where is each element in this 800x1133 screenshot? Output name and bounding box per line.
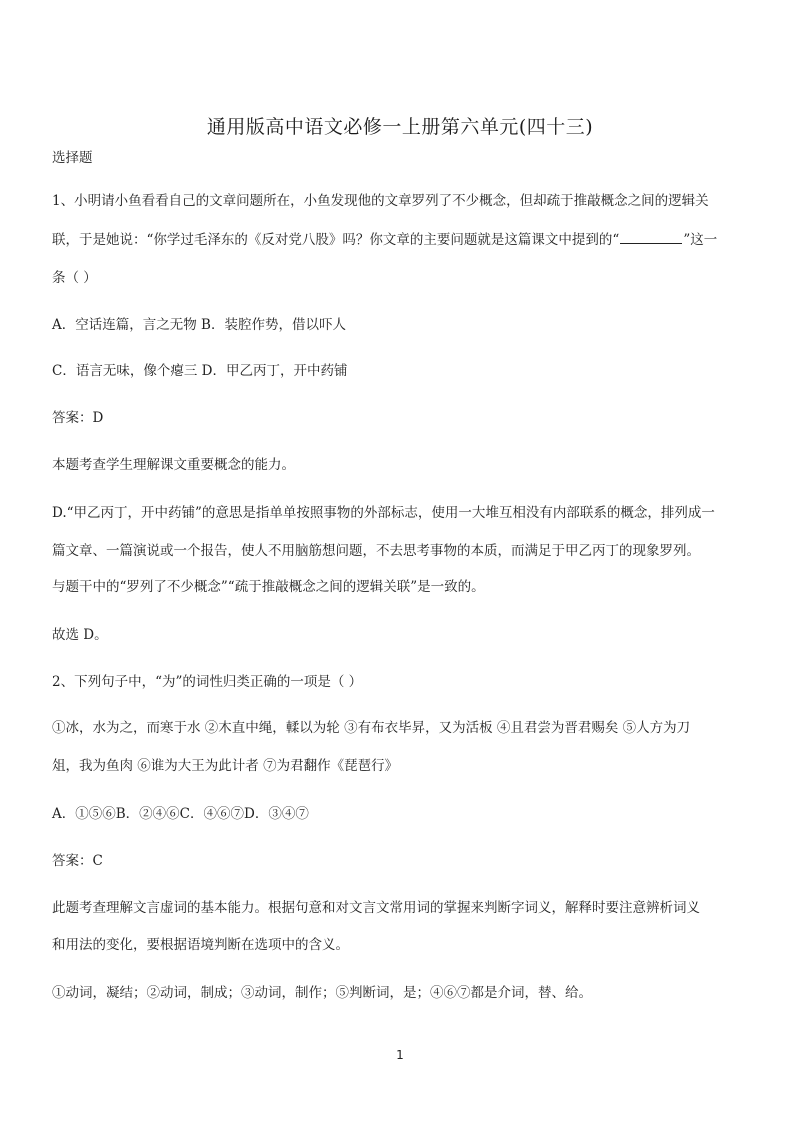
q1-options-ab: A．空话连篇，言之无物 B．装腔作势，借以吓人 bbox=[52, 317, 346, 333]
page-number: 1 bbox=[396, 1048, 404, 1062]
q1-choice: 故选 D。 bbox=[52, 627, 108, 643]
q2-stem: 2、下列句子中，“为”的词性归类正确的一项是（ ） bbox=[52, 674, 363, 690]
q1-explanation-2c: 与题干中的“罗列了不少概念”“疏于推敲概念之间的逻辑关联”是一致的。 bbox=[52, 579, 485, 595]
q1-answer: 答案：D bbox=[52, 410, 104, 426]
q2-explanation-1b: 和用法的变化，要根据语境判断在选项中的含义。 bbox=[52, 937, 349, 953]
q1-stem-line3: 条（ ） bbox=[52, 270, 97, 286]
q1-stem-line1: 1、小明请小鱼看看自己的文章问题所在，小鱼发现他的文章罗列了不少概念，但却疏于推敲概念之间的逻辑关 bbox=[52, 193, 709, 209]
q1-explanation-2a: D.“甲乙丙丁，开中药铺”的意思是指单单按照事物的外部标志，使用一大堆互相没有内部联系的概念，排列成一 bbox=[52, 505, 715, 521]
q1-explanation-2b: 篇文章、一篇演说或一个报告，使人不用脑筋想问题，不去思考事物的本质，而满足于甲乙丙丁的现象罗列。 bbox=[52, 543, 700, 559]
page-title: 通用版高中语文必修一上册第六单元(四十三) bbox=[206, 116, 594, 138]
q2-sentences-line1: ①冰，水为之，而寒于水 ②木直中绳，輮以为轮 ③有布衣毕昇，又为活板 ④且君尝为晋君赐矣 ⑤人方为刀 bbox=[52, 720, 691, 736]
q2-explanation-2: ①动词，凝结；②动词，制成；③动词，制作；⑤判断词，是；④⑥⑦都是介词，替、给。 bbox=[52, 985, 592, 1001]
q2-answer: 答案：C bbox=[52, 853, 103, 869]
q1-options-cd: C．语言无味，像个瘪三 D．甲乙丙丁，开中药铺 bbox=[52, 363, 348, 379]
q1-stem-line2-post: ”这一 bbox=[683, 232, 718, 248]
section-heading: 选择题 bbox=[52, 150, 93, 166]
answer-blank bbox=[620, 231, 682, 244]
q1-explanation-1: 本题考查学生理解课文重要概念的能力。 bbox=[52, 457, 295, 473]
q1-stem-line2-pre: 联，于是她说：“你学过毛泽东的《反对党八股》吗？你文章的主要问题就是这篇课文中提到的“ bbox=[52, 232, 620, 248]
q1-stem-line2 bbox=[52, 230, 752, 250]
q2-sentences-line2: 俎，我为鱼肉 ⑥谁为大王为此计者 ⑦为君翻作《琵琶行》 bbox=[52, 758, 399, 774]
q2-options: A．①⑤⑥B．②④⑥C．④⑥⑦D．③④⑦ bbox=[52, 806, 309, 822]
q2-explanation-1a: 此题考查理解文言虚词的基本能力。根据句意和对文言文常用词的掌握来判断字词义，解释时要注意辨析词义 bbox=[52, 900, 700, 916]
